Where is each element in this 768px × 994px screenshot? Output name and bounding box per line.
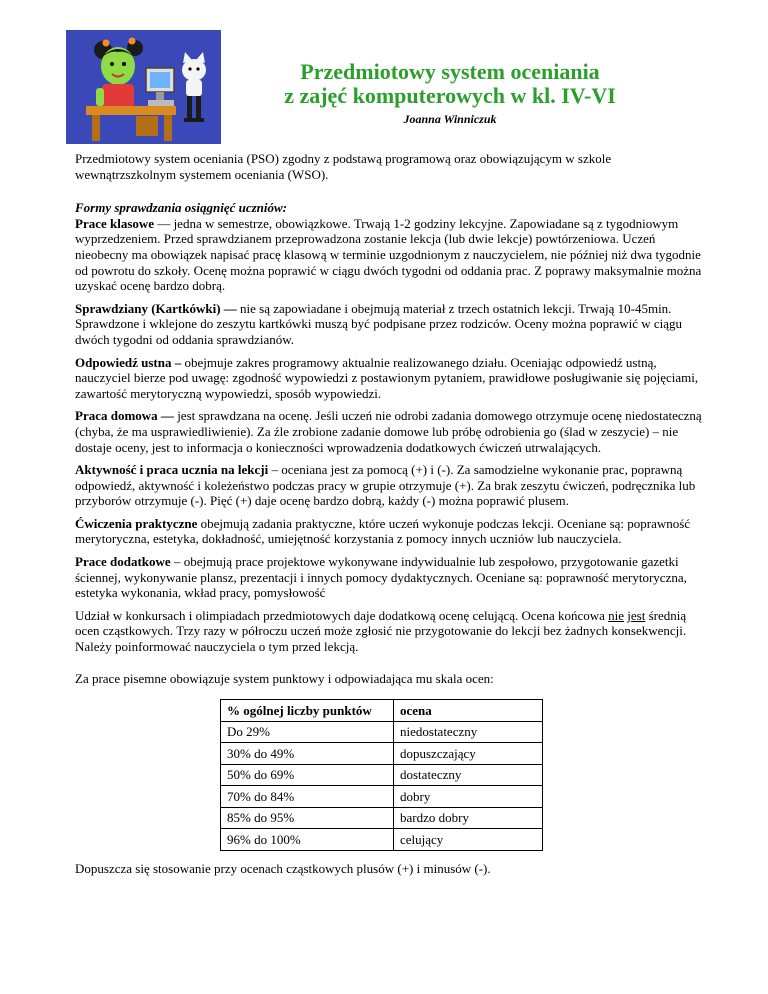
table-row — [221, 764, 543, 786]
table-cell: dopuszczający — [394, 743, 543, 765]
table-cell: celujący — [394, 829, 543, 851]
item-text: – obejmują prace projektowe wykonywane indywidualnie lub zespołowo, przygotowanie gazetki ściennej, wykonywanie plansz, prezentacji i innych pomocy dydaktycznych. Oceniane są: poprawność merytoryczna, estetyka wykonania, wkład pracy, pomysłowość — [75, 554, 687, 601]
table-header: % ogólnej liczby punktów — [221, 700, 394, 722]
section-title: Formy sprawdzania osiągnięć uczniów: — [75, 200, 288, 216]
item-aktywnosc — [75, 462, 705, 509]
table-cell: niedostateczny — [394, 721, 543, 743]
item-term: Ćwiczenia praktyczne — [75, 515, 198, 531]
item-term: Prace dodatkowe — [75, 554, 171, 570]
table-cell: 50% do 69% — [221, 764, 394, 786]
table-cell: 70% do 84% — [221, 786, 394, 808]
table-row — [221, 721, 543, 743]
item-text: – oceniana jest za pomocą (+) i (-). Za samodzielne wykonanie prac, poprawną odpowiedź, aktywność i koleżeństwo podczas pracy w grupie otrzymuje (+). Za brak zeszytu ćwiczeń, podręcznika lub przyborów otrzymuje (-). Pięć (+) daje ocenę bardzo dobrą, każdy (-) można poprawić plusem. — [75, 462, 696, 509]
grading-scale-table — [220, 699, 543, 851]
author-name: Joanna Winniczuk — [403, 112, 497, 126]
item-praca-domowa — [75, 408, 705, 455]
table-cell: 96% do 100% — [221, 829, 394, 851]
item-cwiczenia-praktyczne — [75, 516, 705, 547]
item-prace-dodatkowe — [75, 554, 705, 601]
underlined-jest: jest — [627, 607, 646, 623]
table-row — [221, 786, 543, 808]
item-sprawdziany — [75, 301, 705, 348]
table-cell: Do 29% — [221, 721, 394, 743]
item-text: obejmuje zakres programowy aktualnie realizowanego działu. Oceniając odpowiedź ustną, nauczyciel bierze pod uwagę: zgodność wypowiedzi z postawionym pytaniem, prawidłowe posługiwanie się pojęciami, zawartość merytoryczną wypowiedzi, sposób wypowiedzi. — [75, 354, 699, 401]
table-cell: 85% do 95% — [221, 807, 394, 829]
document-header — [230, 60, 670, 127]
scale-intro: Za prace pisemne obowiązuje system punktowy i odpowiadająca mu skala ocen: — [75, 670, 494, 686]
document-title — [230, 60, 670, 108]
intro-paragraph: Przedmiotowy system oceniania (PSO) zgodny z podstawą programową oraz obowiązującym w szkole wewnątrzszkolnym systemem oceniania (WSO). — [75, 151, 612, 182]
table-header: ocena — [394, 700, 543, 722]
item-text: — jedna w semestrze, obowiązkowe. Trwają 1-2 godziny lekcyjne. Zapowiadane są z tygodniowym wyprzedzeniem. Przed sprawdzianem przeprowadzona zostanie lekcja (lub dwie lekcje) powtórzeniowa. Uczeń nieobecny ma obowiązek napisać pracę klasową w terminie uzgodnionym z nauczycielem, nie później niż dwa tygodnie od powrotu do szkoły. Ocenę można poprawić w ciągu dwóch tygodni od oddania prac. Z poprawy maksymalnie można uzyskać ocenę bardzo dobrą. — [75, 215, 702, 294]
table-header-row — [221, 700, 543, 722]
item-text: nie są zapowiadane i obejmują materiał z trzech ostatnich lekcji. Trwają 10-45min. Sprawdzone i wklejone do zeszytu kartkówki muszą być podpisane przez rodziców. Oceny można poprawić w ciągu dwóch tygodni od oddania sprawdzianów. — [75, 300, 683, 347]
title-line-1: Przedmiotowy system oceniania — [300, 59, 600, 84]
item-term: Sprawdziany (Kartkówki) — — [75, 300, 237, 316]
title-line-2: z zajęć komputerowych w kl. IV-VI — [284, 83, 616, 108]
table-cell: 30% do 49% — [221, 743, 394, 765]
child-at-computer-icon — [66, 30, 221, 144]
table-cell: dobry — [394, 786, 543, 808]
document-body — [75, 151, 705, 883]
table-row — [221, 743, 543, 765]
final-note: Dopuszcza się stosowanie przy ocenach cząstkowych plusów (+) i minusów (-). — [75, 860, 491, 876]
item-text: jest sprawdzana na ocenę. Jeśli uczeń nie odrobi zadania domowego otrzymuje ocenę niedostateczną (chyba, że ma usprawiedliwienie). Za źle zrobione zadanie domowe lub próbę odrobienia go (ślad w zeszycie) – nie dostaje oceny, jest to informacja o konieczności wprowadzenia dodatkowych ćwiczeń utrwalających. — [75, 408, 702, 455]
item-text: obejmują zadania praktyczne, które uczeń wykonuje podczas lekcji. Oceniane są: poprawność merytoryczna, estetyka, dokładność, umiejętność korzystania z pomocy innych uczniów lub nauczyciela. — [75, 515, 691, 547]
table-row — [221, 807, 543, 829]
item-term: Prace klasowe — [75, 215, 155, 231]
table-row — [221, 829, 543, 851]
item-prace-klasowe — [75, 216, 705, 294]
underlined-nie: nie — [608, 607, 625, 623]
contests-paragraph: Udział w konkursach i olimpiadach przedmiotowych daje dodatkową ocenę celującą. Ocena końcowa nie jest średnią ocen cząstkowych. Trzy razy w półroczu uczeń może zgłosić nie przygotowanie do lekcji bez żadnych konsekwencji. Należy poinformować nauczyciela o tym przed lekcją. — [75, 607, 687, 655]
table-cell: bardzo dobry — [394, 807, 543, 829]
item-odpowiedz-ustna — [75, 355, 705, 402]
table-cell: dostateczny — [394, 764, 543, 786]
item-term: Praca domowa — — [75, 408, 174, 424]
item-term: Aktywność i praca ucznia na lekcji — [75, 462, 269, 478]
item-term: Odpowiedź ustna – — [75, 354, 182, 370]
